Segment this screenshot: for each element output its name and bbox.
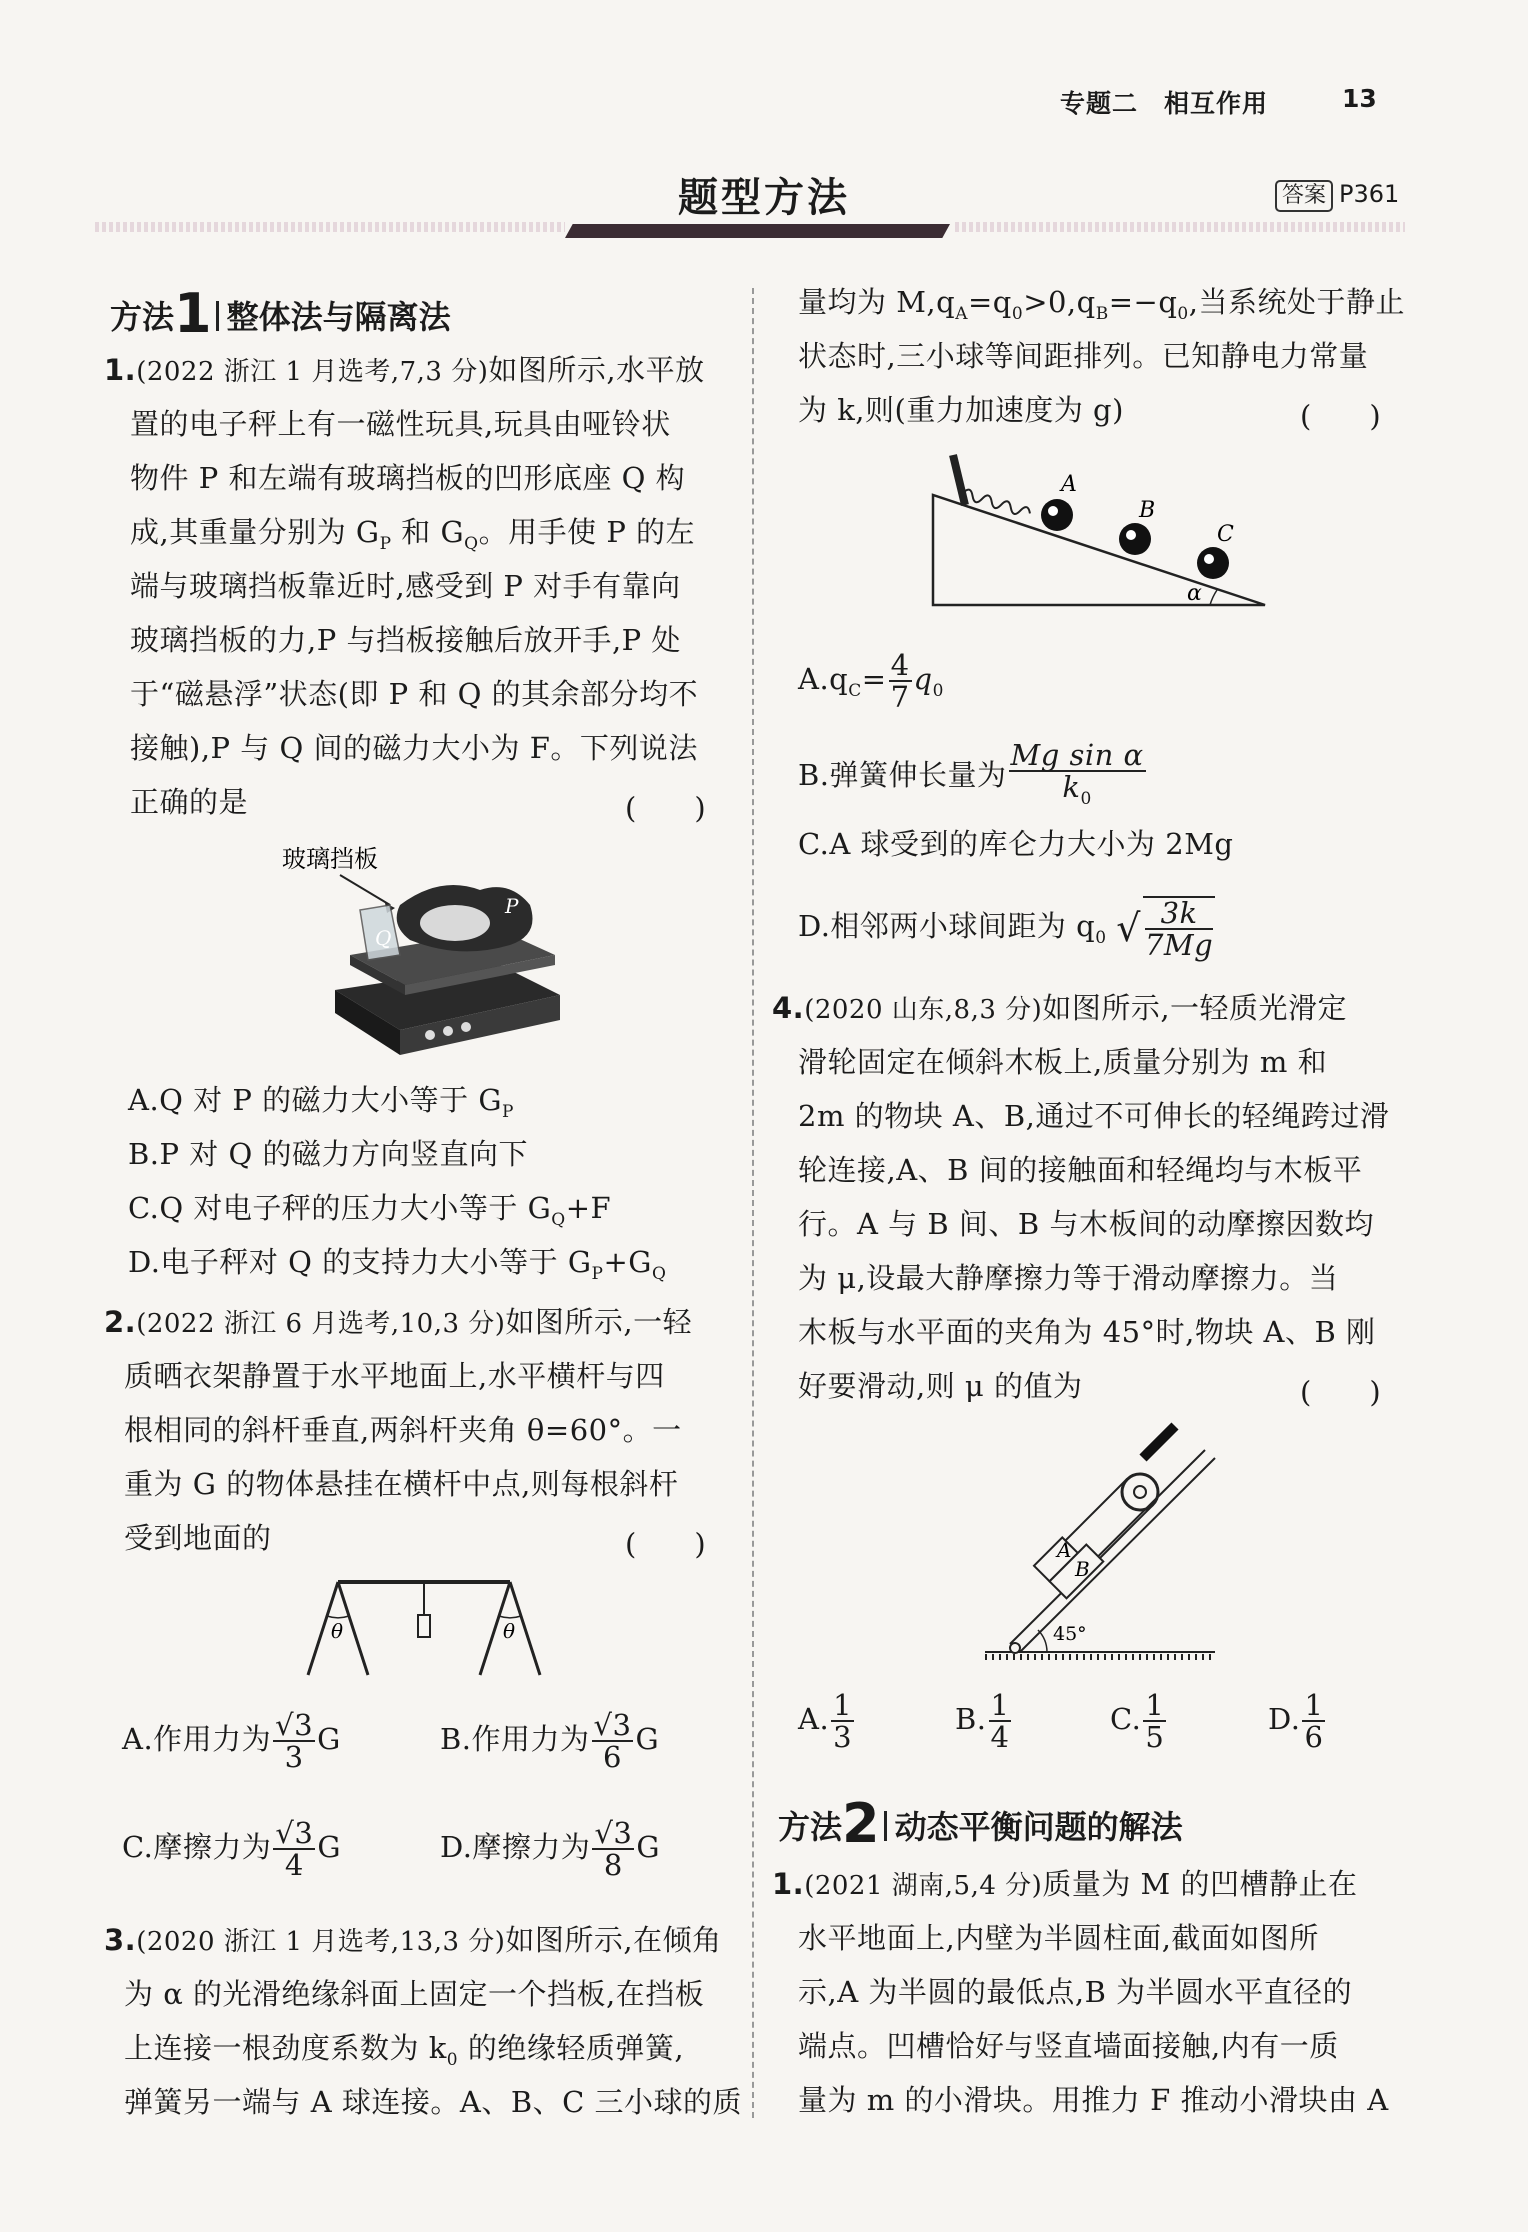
question-source: (2020 山东,8,3 分) bbox=[804, 995, 1043, 1025]
q1-line-8: 接触),P 与 Q 间的磁力大小为 F。下列说法 bbox=[130, 731, 698, 765]
q1-line-3: 物件 P 和左端有玻璃挡板的凹形底座 Q 构 bbox=[130, 461, 686, 495]
text: A.q bbox=[798, 662, 849, 696]
text: G bbox=[635, 1722, 660, 1756]
method1-heading bbox=[110, 282, 451, 345]
text: 。用手使 P 的左 bbox=[478, 515, 696, 549]
theta-label: θ bbox=[503, 1619, 516, 1643]
denominator bbox=[1009, 772, 1146, 814]
q2-line-2: 质晒衣架静置于水平地面上,水平横杆与四 bbox=[124, 1359, 665, 1393]
pointer-line bbox=[340, 875, 390, 905]
method-number: 1 bbox=[174, 282, 212, 345]
subscript: P bbox=[502, 1101, 514, 1122]
text: ,当系统处于静止 bbox=[1188, 285, 1405, 319]
q1-line-2: 置的电子秤上有一磁性玩具,玩具由哑铃状 bbox=[130, 407, 671, 441]
fraction bbox=[1302, 1690, 1325, 1752]
subscript: 0 bbox=[1095, 927, 1107, 948]
q1-line-6: 玻璃挡板的力,P 与挡板接触后放开手,P 处 bbox=[130, 623, 681, 657]
text: C.Q 对电子秤的压力大小等于 G bbox=[128, 1191, 552, 1225]
denominator: 5 bbox=[1145, 1720, 1165, 1754]
text: G bbox=[317, 1830, 341, 1864]
q2-option-a[interactable] bbox=[122, 1710, 341, 1772]
denominator: 3 bbox=[284, 1740, 304, 1774]
question-source: (2022 浙江 6 月选考,10,3 分) bbox=[136, 1309, 506, 1339]
ball-highlight bbox=[1126, 530, 1136, 540]
section-title: 题型方法 bbox=[678, 175, 850, 221]
method-label: 方法 bbox=[778, 1808, 843, 1846]
title-decoration-right bbox=[955, 222, 1405, 232]
text: 如图所示,在倾角 bbox=[505, 1923, 722, 1957]
denominator: 3 bbox=[833, 1720, 853, 1754]
numerator: √3 bbox=[275, 1708, 314, 1742]
text: D.摩擦力为 bbox=[440, 1830, 591, 1864]
running-header-chapter: 专题二 相互作用 bbox=[1060, 89, 1269, 118]
text: +F bbox=[565, 1191, 612, 1225]
page-number: 13 bbox=[1342, 84, 1377, 113]
text: 上连接一根劲度系数为 k bbox=[124, 2031, 447, 2065]
scale-button bbox=[461, 1022, 471, 1032]
question-source: (2021 湖南,5,4 分) bbox=[804, 1871, 1043, 1901]
subscript: P bbox=[591, 1263, 604, 1284]
q4-line-2: 滑轮固定在倾斜木板上,质量分别为 m 和 bbox=[798, 1045, 1328, 1079]
method-title: 动态平衡问题的解法 bbox=[894, 1808, 1183, 1846]
text: 成,其重量分别为 G bbox=[130, 515, 380, 549]
m2q1-line-3: 示,A 为半圆的最低点,B 为半圆水平直径的 bbox=[798, 1975, 1353, 2009]
q3-line-5 bbox=[798, 284, 1405, 332]
q1-option-d[interactable] bbox=[128, 1244, 666, 1292]
hinge bbox=[1010, 1643, 1020, 1653]
subscript: Q bbox=[464, 533, 479, 554]
label-glass-plate: 玻璃挡板 bbox=[282, 845, 378, 873]
label-q: Q bbox=[375, 926, 392, 950]
q3-option-d[interactable] bbox=[798, 896, 1217, 960]
q4-line-7: 木板与水平面的夹角为 45°时,物块 A、B 刚 bbox=[798, 1315, 1376, 1349]
subscript: 0 bbox=[446, 2049, 459, 2070]
q4-line-8: 好要滑动,则 μ 的值为 bbox=[798, 1369, 1083, 1403]
angle-arc bbox=[327, 1616, 349, 1618]
weight bbox=[418, 1615, 430, 1637]
label-a: A bbox=[1061, 472, 1077, 497]
text: >0,q bbox=[1023, 285, 1096, 319]
q4-option-a[interactable] bbox=[798, 1690, 856, 1752]
q4-line-1 bbox=[772, 990, 1347, 1028]
rope bbox=[1065, 1479, 1127, 1541]
denominator: 8 bbox=[603, 1848, 623, 1882]
answer-blank: ( ) bbox=[625, 791, 706, 825]
subscript: 0 bbox=[1011, 303, 1024, 324]
q3-option-a[interactable] bbox=[798, 650, 944, 712]
denominator: 6 bbox=[603, 1740, 622, 1774]
question-number: 1. bbox=[104, 353, 137, 387]
denominator: 7Mg bbox=[1144, 928, 1214, 962]
denominator: 4 bbox=[990, 1720, 1010, 1754]
q2-option-d[interactable] bbox=[440, 1818, 660, 1880]
q1-line-5: 端与玻璃挡板靠近时,感受到 P 对手有靠向 bbox=[130, 569, 681, 603]
method-number: 2 bbox=[842, 1792, 880, 1855]
subscript: 0 bbox=[932, 680, 944, 701]
method-title: 整体法与隔离法 bbox=[226, 298, 451, 336]
label-angle: 45° bbox=[1053, 1623, 1087, 1645]
title-decoration-left bbox=[95, 222, 565, 232]
numerator: √3 bbox=[275, 1816, 314, 1850]
q4-line-5: 行。A 与 B 间、B 与木板间的动摩擦因数均 bbox=[798, 1207, 1374, 1241]
numerator: 1 bbox=[1145, 1688, 1165, 1722]
text: A. bbox=[798, 1702, 830, 1736]
numerator: 1 bbox=[1304, 1688, 1324, 1722]
text: 如图所示,一轻质光滑定 bbox=[1042, 991, 1348, 1025]
numerator: 1 bbox=[833, 1688, 853, 1722]
q4-line-4: 轮连接,A、B 间的接触面和轻绳均与木板平 bbox=[798, 1153, 1363, 1187]
denominator: 6 bbox=[1304, 1720, 1324, 1754]
q1-option-a[interactable] bbox=[128, 1082, 514, 1130]
text: 量均为 M,q bbox=[798, 285, 956, 319]
question-number: 3. bbox=[104, 1923, 137, 1957]
text: G bbox=[636, 1830, 661, 1864]
text: 的绝缘轻质弹簧, bbox=[458, 2031, 685, 2065]
question-number: 2. bbox=[104, 1305, 137, 1339]
q4-figure-pulley bbox=[975, 1420, 1225, 1660]
theta-label: θ bbox=[331, 1619, 344, 1643]
text: B.弹簧伸长量为 bbox=[798, 757, 1007, 792]
board-edge bbox=[1010, 1450, 1205, 1644]
text: G bbox=[317, 1722, 341, 1756]
ball-c bbox=[1197, 547, 1229, 579]
text: 和 G bbox=[401, 515, 465, 549]
answer-blank: ( ) bbox=[1300, 399, 1381, 433]
q3-line-7: 为 k,则(重力加速度为 g) bbox=[798, 393, 1124, 427]
q2-line-3: 根相同的斜杆垂直,两斜杆夹角 θ=60°。一 bbox=[124, 1413, 682, 1447]
subscript: Q bbox=[551, 1209, 566, 1230]
subscript: 0 bbox=[1080, 788, 1092, 809]
denominator: 7 bbox=[890, 680, 910, 714]
q2-option-c[interactable] bbox=[122, 1818, 341, 1880]
q2-option-b[interactable] bbox=[440, 1710, 659, 1772]
answer-blank: ( ) bbox=[1300, 1375, 1381, 1409]
q1-line-1 bbox=[104, 352, 705, 390]
q3-line-3 bbox=[124, 2030, 684, 2078]
title-underline-bar bbox=[565, 224, 950, 238]
answer-blank: ( ) bbox=[625, 1527, 706, 1561]
q3-line-2: 为 α 的光滑绝缘斜面上固定一个挡板,在挡板 bbox=[124, 1977, 705, 2011]
pulley-axle bbox=[1134, 1486, 1146, 1498]
fraction bbox=[592, 1710, 634, 1772]
label-a: A bbox=[1057, 1538, 1072, 1562]
fraction bbox=[989, 1690, 1012, 1752]
label-c: C bbox=[1217, 522, 1234, 547]
spring bbox=[962, 488, 1032, 518]
q3-line-1 bbox=[104, 1922, 722, 1960]
text: 质量为 M 的凹槽静止在 bbox=[1042, 1867, 1358, 1901]
numerator: √3 bbox=[594, 1816, 633, 1850]
angle-arc bbox=[499, 1616, 521, 1618]
ball-highlight bbox=[1204, 554, 1214, 564]
text: C.摩擦力为 bbox=[122, 1830, 272, 1864]
ball-b bbox=[1119, 523, 1151, 555]
fraction bbox=[1143, 1690, 1166, 1752]
q1-line-7: 于“磁悬浮”状态(即 P 和 Q 的其余部分均不 bbox=[130, 677, 699, 711]
q2-line-4: 重为 G 的物体悬挂在横杆中点,则每根斜杆 bbox=[124, 1467, 679, 1501]
q2-line-1 bbox=[104, 1304, 692, 1342]
q3-figure-incline bbox=[925, 445, 1275, 615]
question-number: 1. bbox=[772, 1867, 805, 1901]
q1-option-c[interactable] bbox=[128, 1190, 611, 1238]
label-b: B bbox=[1139, 498, 1156, 523]
q4-option-c[interactable] bbox=[1110, 1690, 1168, 1752]
text: D.相邻两小球间距为 q bbox=[798, 909, 1096, 943]
text: B.作用力为 bbox=[440, 1722, 590, 1756]
q3-line-6: 状态时,三小球等间距排列。已知静电力常量 bbox=[798, 339, 1369, 373]
fraction bbox=[1009, 740, 1146, 814]
fraction bbox=[273, 1818, 315, 1880]
numerator: Mg sin α bbox=[1010, 738, 1144, 772]
text: 如图所示,一轻 bbox=[505, 1305, 693, 1339]
subscript: 0 bbox=[1177, 303, 1189, 324]
text: =−q bbox=[1108, 285, 1178, 319]
toy-p-highlight bbox=[420, 905, 490, 941]
text: k bbox=[1062, 770, 1081, 804]
m2q1-line-2: 水平地面上,内壁为半圆柱面,截面如图所 bbox=[798, 1921, 1319, 1955]
stop-plate bbox=[953, 455, 965, 505]
scale-button bbox=[425, 1030, 435, 1040]
q1-line-9: 正确的是 bbox=[130, 785, 249, 819]
fraction bbox=[1143, 896, 1215, 960]
q3-option-b[interactable] bbox=[798, 740, 1148, 814]
label-alpha: α bbox=[1187, 581, 1202, 606]
q4-line-6: 为 μ,设最大静摩擦力等于滑动摩擦力。当 bbox=[798, 1261, 1339, 1295]
text: D.电子秤对 Q 的支持力大小等于 G bbox=[128, 1245, 592, 1279]
q1-line-4 bbox=[130, 514, 695, 562]
question-source: (2022 浙江 1 月选考,7,3 分) bbox=[136, 357, 489, 387]
label-p: P bbox=[505, 894, 519, 918]
label-b: B bbox=[1075, 1557, 1090, 1581]
numerator: 4 bbox=[890, 648, 910, 682]
angle-arc bbox=[1210, 590, 1217, 605]
column-divider bbox=[752, 288, 754, 2118]
subscript: Q bbox=[651, 1263, 667, 1284]
fraction bbox=[273, 1710, 315, 1772]
method-bar bbox=[216, 301, 219, 331]
answer-page: P361 bbox=[1339, 180, 1400, 208]
text: A.作用力为 bbox=[122, 1722, 272, 1756]
ball-highlight bbox=[1048, 506, 1058, 516]
text: q bbox=[913, 662, 933, 696]
method-bar bbox=[884, 1811, 887, 1841]
text: =q bbox=[967, 285, 1012, 319]
ball-a bbox=[1041, 499, 1073, 531]
subscript: C bbox=[848, 680, 862, 701]
answer-reference bbox=[1275, 180, 1399, 212]
q3-option-c[interactable]: C.A 球受到的库仑力大小为 2Mg bbox=[798, 827, 1234, 861]
text: +G bbox=[603, 1245, 652, 1279]
fraction bbox=[592, 1818, 634, 1880]
q2-figure-rack bbox=[300, 1570, 560, 1680]
text: 如图所示,水平放 bbox=[488, 353, 705, 387]
answer-tag: 答案 bbox=[1275, 180, 1333, 212]
numerator: √3 bbox=[593, 1708, 632, 1742]
question-source: (2020 浙江 1 月选考,13,3 分) bbox=[136, 1927, 506, 1957]
text: A.Q 对 P 的磁力大小等于 G bbox=[128, 1083, 502, 1117]
m2q1-line-1 bbox=[772, 1866, 1357, 1904]
numerator: 1 bbox=[990, 1688, 1010, 1722]
fraction bbox=[889, 650, 912, 712]
text: B. bbox=[955, 1702, 987, 1736]
pulley-mount bbox=[1143, 1426, 1175, 1458]
text: = bbox=[861, 662, 887, 696]
q4-option-b[interactable] bbox=[955, 1690, 1013, 1752]
q4-line-3: 2m 的物块 A、B,通过不可伸长的轻绳跨过滑 bbox=[798, 1099, 1390, 1133]
numerator: 3k bbox=[1145, 898, 1213, 930]
sqrt-sign: √ bbox=[1116, 906, 1141, 950]
m2q1-line-4: 端点。凹槽恰好与竖直墙面接触,内有一质 bbox=[798, 2029, 1339, 2063]
q1-figure-scale bbox=[280, 835, 580, 1065]
subscript: B bbox=[1095, 303, 1109, 324]
scale-button bbox=[443, 1026, 453, 1036]
text: C. bbox=[1110, 1702, 1142, 1736]
question-number: 4. bbox=[772, 991, 805, 1025]
method2-heading bbox=[778, 1792, 1183, 1855]
q2-line-5: 受到地面的 bbox=[124, 1521, 272, 1555]
denominator: 4 bbox=[284, 1848, 304, 1882]
method-label: 方法 bbox=[110, 298, 175, 336]
text: D. bbox=[1268, 1702, 1301, 1736]
q3-line-4: 弹簧另一端与 A 球连接。A、B、C 三小球的质 bbox=[124, 2085, 743, 2119]
subscript: A bbox=[955, 303, 968, 324]
q1-option-b[interactable]: B.P 对 Q 的磁力方向竖直向下 bbox=[128, 1137, 528, 1171]
fraction bbox=[831, 1690, 854, 1752]
m2q1-line-5: 量为 m 的小滑块。用推力 F 推动小滑块由 A bbox=[798, 2083, 1389, 2117]
subscript: P bbox=[379, 533, 392, 554]
q4-option-d[interactable] bbox=[1268, 1690, 1327, 1752]
